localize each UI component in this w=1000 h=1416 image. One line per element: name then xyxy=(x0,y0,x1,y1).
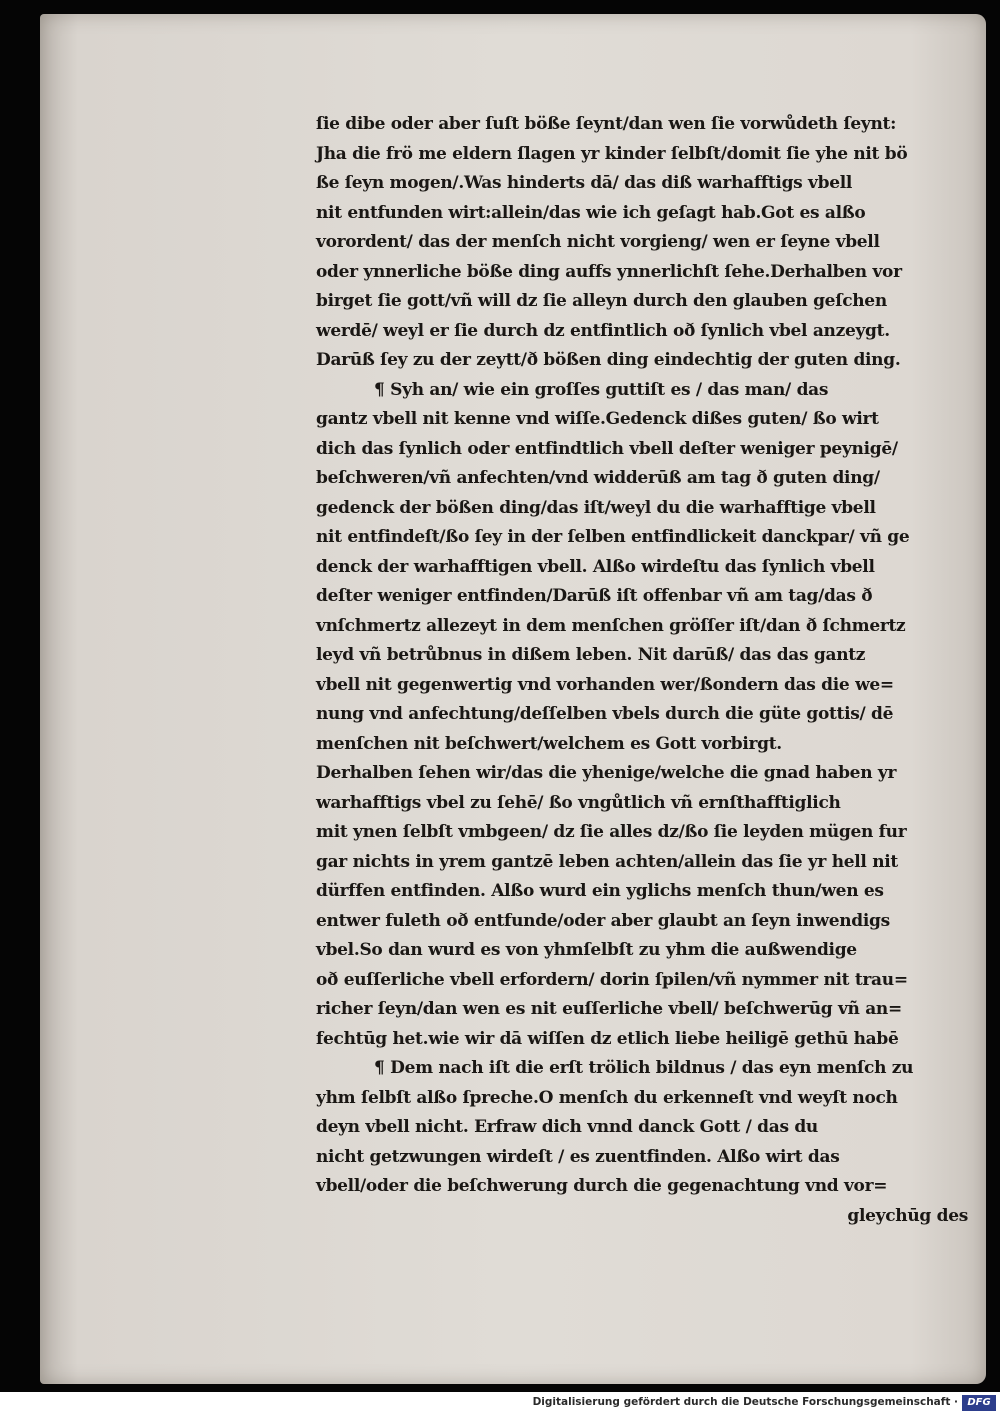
text-line: ¶ Dem nach iſt die erſt trölich bildnus / das eyn menſch zu xyxy=(374,1058,914,1078)
text-line: ¶ Syh an/ wie ein groſſes guttiſt es / das man/ das xyxy=(374,379,829,400)
text-line: Derhalben ſehen wir/das die yhenige/welche die gnad haben yr xyxy=(316,763,897,783)
text-line: ſie dibe oder aber ſuſt böße ſeynt/dan wen ſie vorwůdeth ſeynt: xyxy=(316,114,897,134)
text-line: vnſchmertz allezeyt in dem menſchen gröſſer iſt/dan ð ſchmertz xyxy=(316,615,906,636)
text-line: nicht getzwungen wirdeſt / es zuentfinden. Alßo wirt das xyxy=(316,1146,840,1167)
text-line: vorordent/ das der menſch nicht vorgieng/ wen er ſeyne vbell xyxy=(316,232,880,252)
text-line: gar nichts in yrem gantzē leben achten/allein das ſie yr hell nit xyxy=(316,851,898,872)
text-line: gantz vbell nit kenne vnd wiſſe.Gedenck dißes guten/ ßo wirt xyxy=(316,409,879,429)
text-line: yhm ſelbſt alßo ſpreche.O menſch du erkenneſt vnd weyſt noch xyxy=(316,1087,898,1108)
text-line: deyn vbell nicht. Erfraw dich vnnd danck Gott / das du xyxy=(316,1117,818,1137)
text-line: dich das ſynlich oder entfindtlich vbell deſter weniger peynigē/ xyxy=(316,438,898,459)
text-line: Darūß ſey zu der zeytt/ð bößen ding eindechtig der guten ding. xyxy=(316,350,901,370)
book-page xyxy=(40,14,986,1384)
text-line: oder ynnerliche böße ding auffs ynnerlichſt ſehe.Derhalben vor xyxy=(316,261,902,282)
text-line: dürffen entfinden. Alßo wurd ein yglichs menſch thun/wen es xyxy=(316,881,884,901)
dfg-logo-icon: DFG xyxy=(962,1395,996,1411)
text-line: denck der warhafftigen vbell. Alßo wirdeſtu das ſynlich vbell xyxy=(316,556,875,577)
text-line: fechtūg het.wie wir dā wiſſen dz etlich liebe heiligē gethū habē xyxy=(316,1028,899,1049)
text-line: vbell/oder die beſchwerung durch die gegenachtung vnd vor= xyxy=(316,1176,888,1196)
text-line: nung vnd anfechtung/deſſelben vbels durch die güte gottis/ dē xyxy=(316,704,894,724)
page-text xyxy=(316,110,980,1226)
digitization-footer xyxy=(0,1392,1000,1416)
text-line: richer ſeyn/dan wen es nit euſſerliche vbell/ beſchwerūg vñ an= xyxy=(316,999,902,1019)
text-line: oð euſſerliche vbell erfordern/ dorin ſpilen/vñ nymmer nit trau= xyxy=(316,969,908,990)
text-line: birget ſie gott/vñ will dz ſie alleyn durch den glauben geſchen xyxy=(316,291,887,311)
text-line: nit entfunden wirt:allein/das wie ich geſagt hab.Got es alßo xyxy=(316,202,866,223)
text-line: gleychūg des xyxy=(847,1205,968,1226)
text-line: werdē/ weyl er ſie durch dz entfintlich oð ſynlich vbel anzeygt. xyxy=(316,320,890,341)
text-line: entwer fuleth oð entfunde/oder aber glaubt an ſeyn inwendigs xyxy=(316,910,890,931)
text-line: vbel.So dan wurd es von yhmſelbſt zu yhm die außwendige xyxy=(316,940,857,960)
text-line: mit ynen ſelbſt vmbgeen/ dz ſie alles dz/ßo ſie leyden mügen fur xyxy=(316,822,907,842)
text-line: vbell nit gegenwertig vnd vorhanden wer/ßondern das die we= xyxy=(316,674,894,695)
text-line: deſter weniger entfinden/Darūß iſt offenbar vñ am tag/das ð xyxy=(316,586,873,606)
text-line: warhafftigs vbel zu ſehē/ ßo vngůtlich vñ ernſthafftiglich xyxy=(316,792,841,813)
text-line: nit entfindeſt/ßo ſey in der ſelben entfindlickeit danckpar/ vñ ge xyxy=(316,527,910,547)
text-line: beſchweren/vñ anfechten/vnd widderūß am tag ð guten ding/ xyxy=(316,468,880,488)
text-line: ße ſeyn mogen/.Was hinderts dā/ das diß warhafftigs vbell xyxy=(316,173,853,193)
text-line: leyd vñ betrůbnus in dißem leben. Nit darūß/ das das gantz xyxy=(316,645,866,665)
text-line: gedenck der bößen ding/das iſt/weyl du die warhafftige vbell xyxy=(316,497,876,518)
text-line: Jha die frö me eldern ſlagen yr kinder ſelbſt/domit ſie yhe nit bö xyxy=(316,143,908,164)
text-line: menſchen nit beſchwert/welchem es Gott vorbirgt. xyxy=(316,733,782,754)
footer-credit: Digitalisierung gefördert durch die Deutsche Forschungsgemeinschaft · xyxy=(532,1396,958,1408)
